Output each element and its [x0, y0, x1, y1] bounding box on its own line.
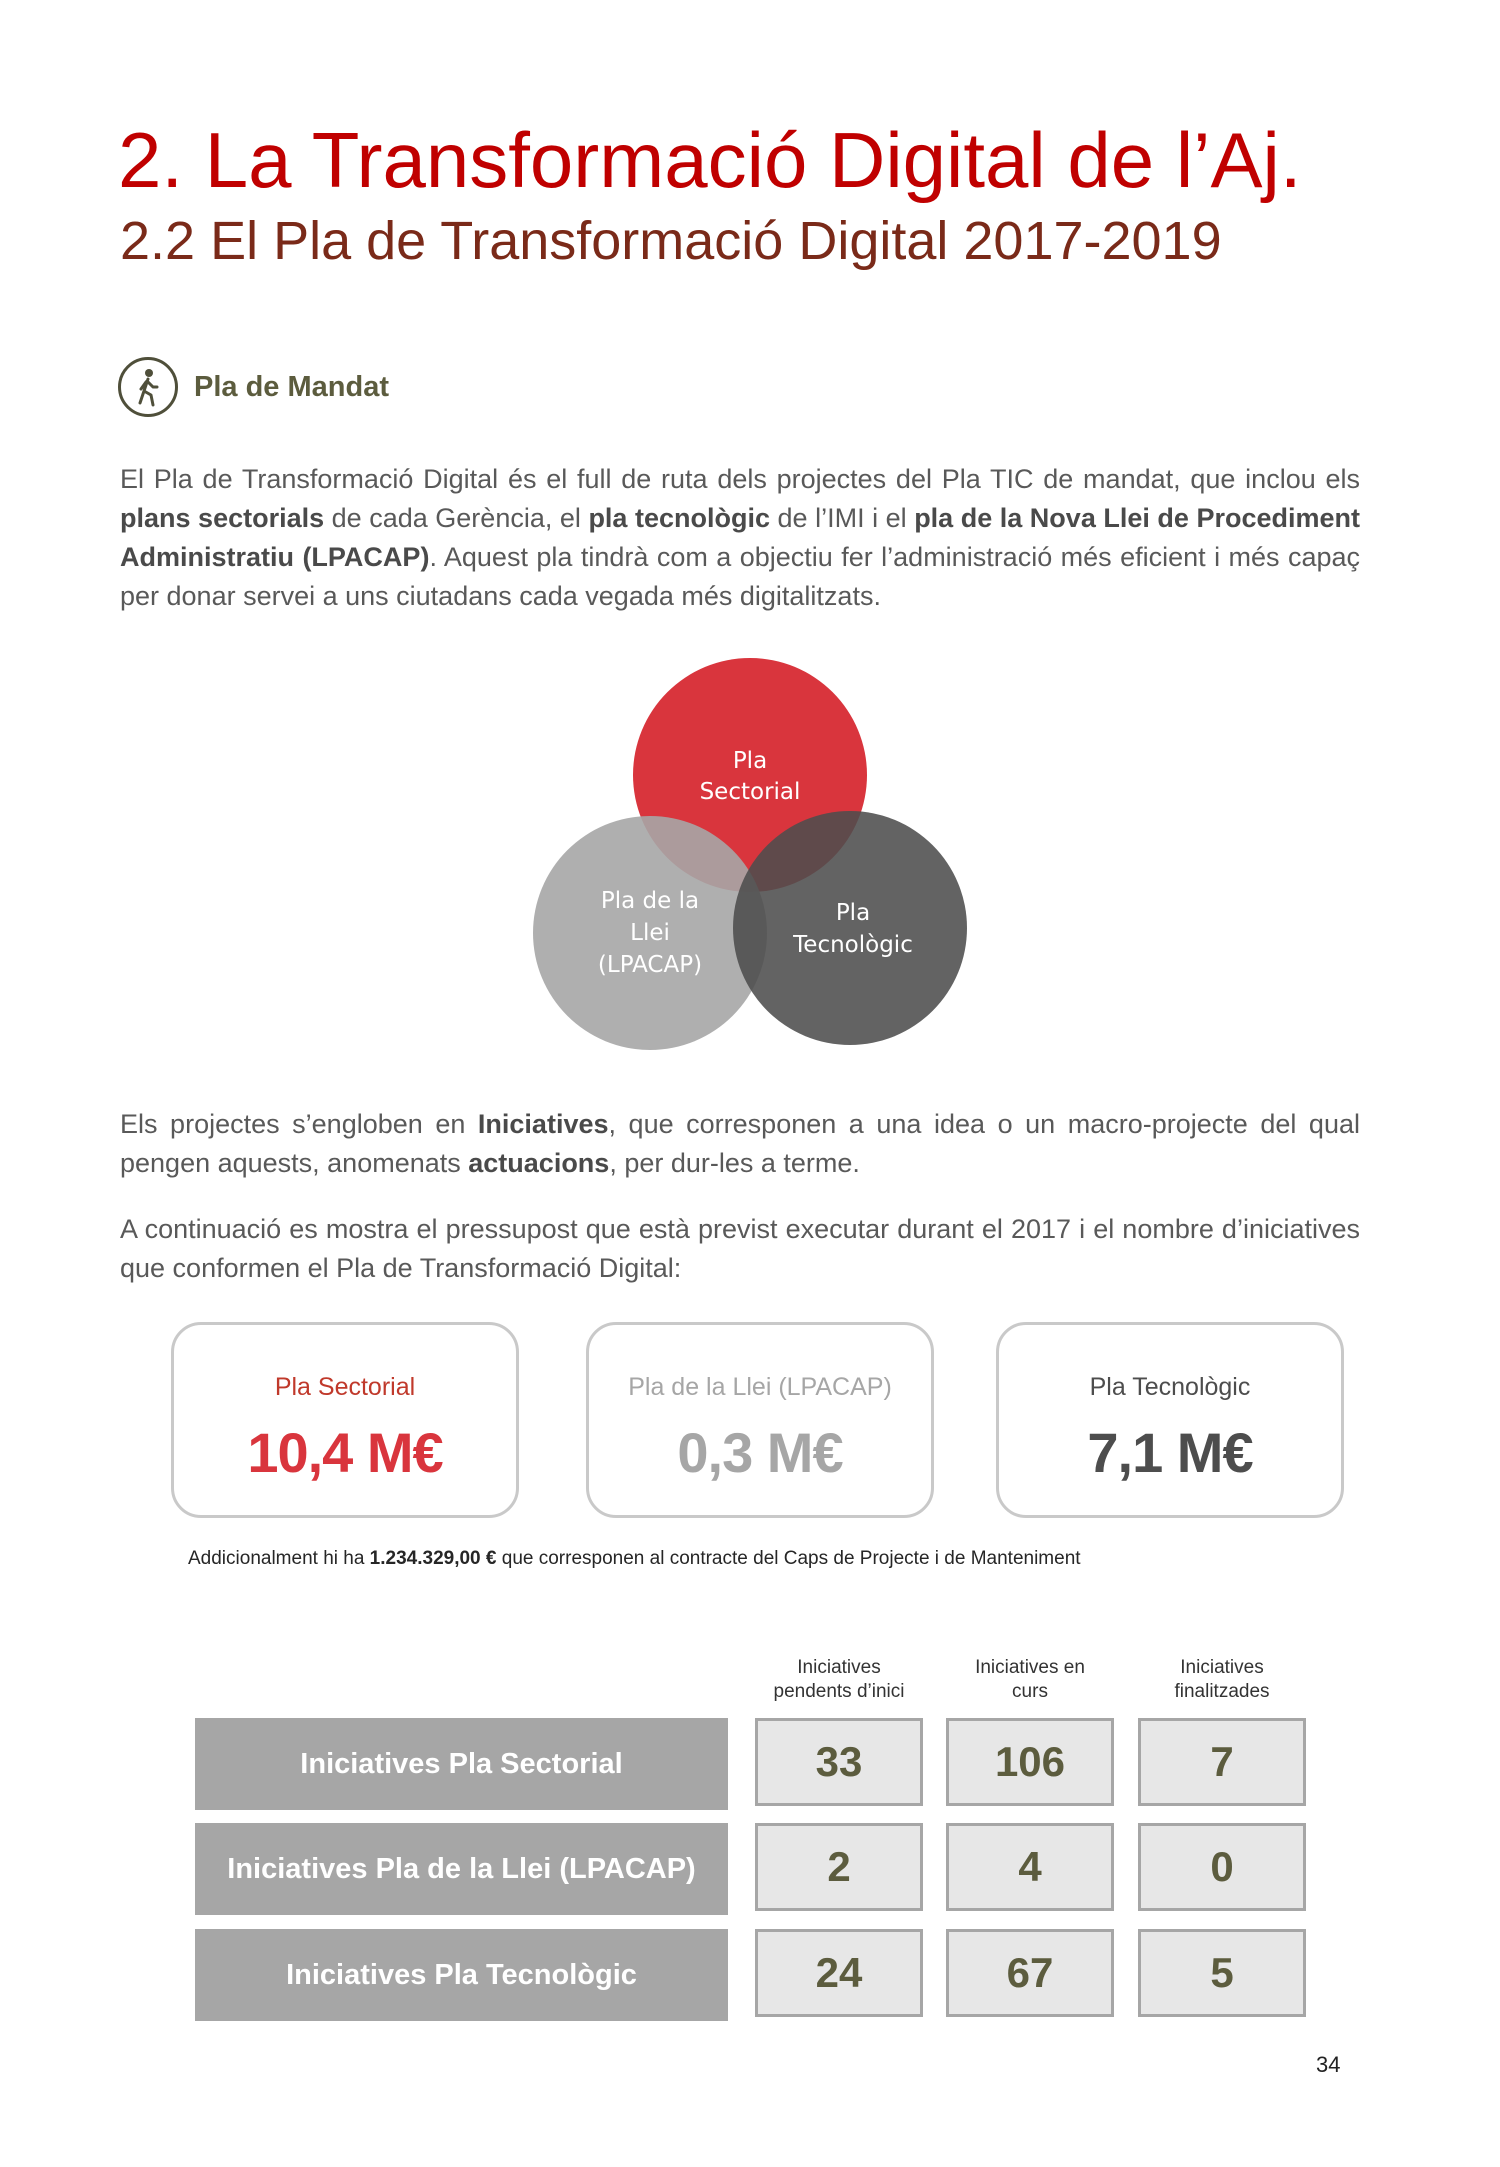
venn-label-sectorial-2: Sectorial: [699, 779, 801, 805]
column-header-finished: Iniciatives finalitzades: [1174, 1657, 1270, 1702]
venn-diagram: [520, 650, 980, 1070]
section-heading: [118, 352, 389, 422]
venn-label-tecnologic-1: Pla: [835, 900, 871, 926]
cell-tecnologic-pending: 24: [755, 1929, 923, 2017]
page-subtitle: 2.2 El Pla de Transformació Digital 2017-2019: [120, 211, 1222, 271]
budget-card-llei: [586, 1322, 934, 1518]
venn-label-llei-3: (LPACAP): [597, 952, 703, 978]
intro-paragraph: El Pla de Transformació Digital és el full de ruta dels projectes del Pla TIC de mandat, que inclou els plans sectorials de cada Gerència, el pla tecnològic de l’IMI i el pla de la Nova Llei de Procediment Administratiu (LPACAP). Aquest pla tindrà com a objectiu fer l’administració més eficient i més capaç per donar servei a uns ciutadans cada vegada més digitalitzats.: [120, 464, 1361, 611]
cell-llei-finished: 0: [1138, 1823, 1306, 1911]
venn-label-llei-2: Llei: [630, 920, 670, 946]
budget-paragraph: A continuació es mostra el pressupost que està previst executar durant el 2017 i el nombre d’iniciatives que conformen el Pla de Transformació Digital:: [120, 1214, 1360, 1283]
cell-sectorial-pending: 33: [755, 1718, 923, 1806]
row-label-tecnologic: Iniciatives Pla Tecnològic: [195, 1929, 728, 2021]
section-title: Pla de Mandat: [194, 370, 389, 403]
initiatives-paragraph: Els projectes s’engloben en Iniciatives, que corresponen a una idea o un macro-projecte del qual pengen aquests, anomenats actuacions, per dur-les a terme.: [120, 1109, 1360, 1178]
budget-card-value: 10,4 M€: [247, 1421, 443, 1484]
venn-label-sectorial-1: Pla: [732, 748, 768, 774]
cell-sectorial-finished: 7: [1138, 1718, 1306, 1806]
venn-circle-tecnologic: [733, 811, 967, 1045]
budget-card-value: 0,3 M€: [677, 1421, 843, 1484]
additional-budget-note: Addicionalment hi ha 1.234.329,00 € que corresponen al contracte del Caps de Projecte i de Manteniment: [188, 1548, 1081, 1569]
budget-card-value: 7,1 M€: [1087, 1421, 1253, 1484]
row-label-sectorial: Iniciatives Pla Sectorial: [195, 1718, 728, 1810]
page-number: 34: [1316, 2052, 1341, 2077]
cell-tecnologic-in-progress: 67: [946, 1929, 1114, 2017]
cell-tecnologic-finished: 5: [1138, 1929, 1306, 2017]
cell-llei-in-progress: 4: [946, 1823, 1114, 1911]
column-header-in-progress: Iniciatives en curs: [975, 1657, 1085, 1702]
cell-sectorial-in-progress: 106: [946, 1718, 1114, 1806]
venn-label-llei-1: Pla de la: [600, 888, 700, 914]
page-title: 2. La Transformació Digital de l’Aj.: [118, 116, 1302, 204]
walking-person-icon: [118, 357, 178, 417]
budget-card-sectorial: [171, 1322, 519, 1518]
column-header-pending: Iniciatives pendents d’inici: [773, 1657, 905, 1702]
venn-label-tecnologic-2: Tecnològic: [793, 932, 913, 958]
budget-card-label: Pla Tecnològic: [1089, 1373, 1251, 1401]
budget-card-label: Pla de la Llei (LPACAP): [628, 1373, 892, 1401]
budget-card-label: Pla Sectorial: [274, 1373, 416, 1401]
row-label-llei: Iniciatives Pla de la Llei (LPACAP): [195, 1823, 728, 1915]
cell-llei-pending: 2: [755, 1823, 923, 1911]
budget-card-tecnologic: [996, 1322, 1344, 1518]
